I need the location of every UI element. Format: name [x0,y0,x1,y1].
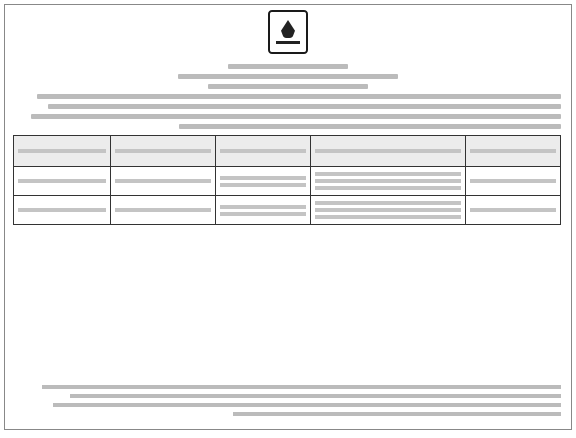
intro-paragraph-line [179,124,561,129]
notice-title-block [5,64,571,129]
notice-footer [15,380,561,421]
notice-title-line [178,74,398,79]
company-name-line [228,64,348,69]
tender-notice-page [4,4,572,430]
flame-icon [281,20,295,38]
notice-subject-line [208,84,368,89]
table-header-row [14,136,561,167]
intro-paragraph-line [48,104,561,109]
tenders-table [13,135,561,225]
table-row [14,196,561,225]
intro-paragraph-line [37,94,561,99]
notice-header [5,5,571,59]
table-row [14,167,561,196]
intro-paragraph-line [31,114,561,119]
company-logo-icon [268,10,308,54]
